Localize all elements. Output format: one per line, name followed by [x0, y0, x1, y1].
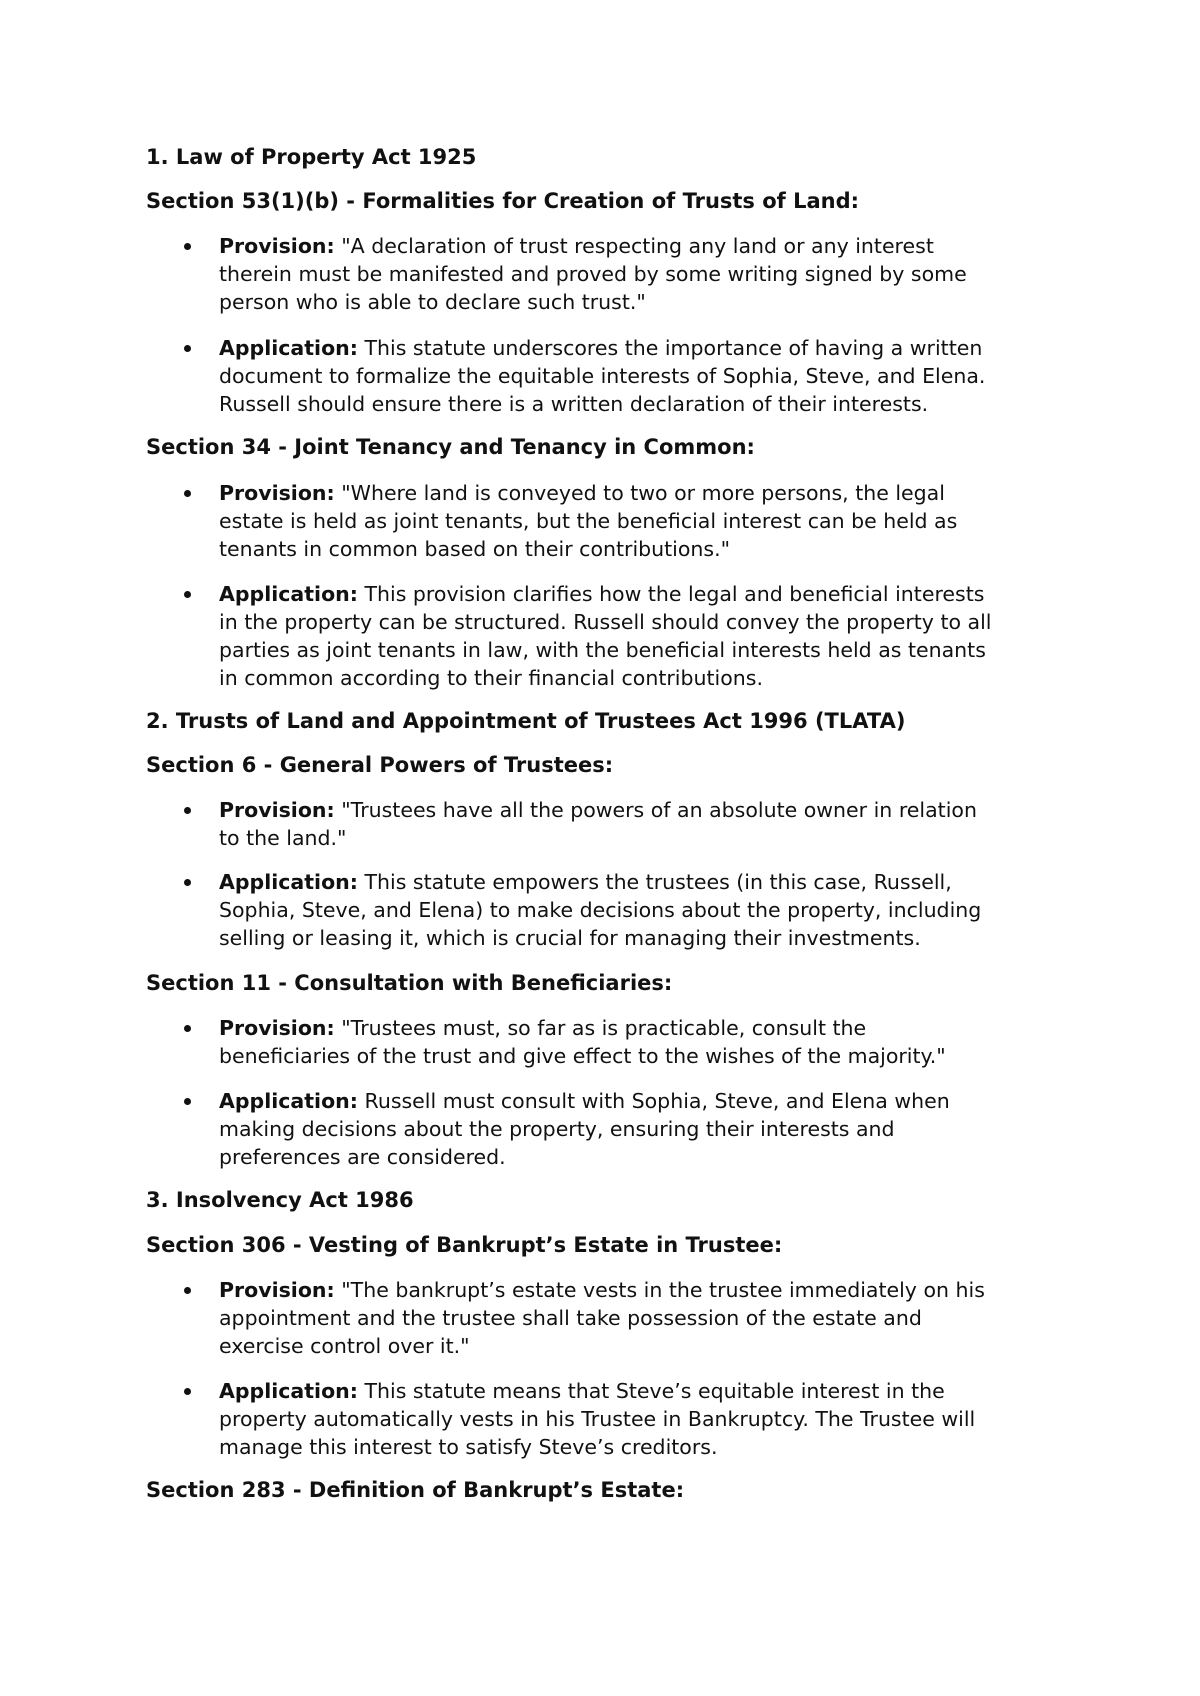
section-heading: Section 11 - Consultation with Beneficiaries:	[146, 971, 673, 995]
application-text: manage this interest to satisfy Steve’s creditors.	[219, 1435, 718, 1459]
application-label: Application:	[219, 1379, 358, 1403]
provision-text: estate is held as joint tenants, but the beneficial interest can be held as	[219, 509, 958, 533]
provision-text: beneficiaries of the trust and give effect to the wishes of the majority."	[219, 1044, 946, 1068]
application-text: in the property can be structured. Russell should convey the property to all	[219, 610, 992, 634]
act-heading: 1. Law of Property Act 1925	[146, 145, 477, 169]
bullet-icon	[184, 591, 191, 598]
section-heading: Section 306 - Vesting of Bankrupt’s Estate in Trustee:	[146, 1233, 783, 1257]
section-heading: Section 53(1)(b) - Formalities for Creation of Trusts of Land:	[146, 189, 860, 213]
bullet-icon	[184, 345, 191, 352]
application-text: This statute means that Steve’s equitable interest in the	[364, 1379, 945, 1403]
provision-label: Provision:	[219, 1278, 335, 1302]
bullet-icon	[184, 1098, 191, 1105]
application-label: Application:	[219, 870, 358, 894]
application-text: selling or leasing it, which is crucial for managing their investments.	[219, 926, 921, 950]
section-heading: Section 283 - Definition of Bankrupt’s Estate:	[146, 1478, 685, 1502]
bullet-icon	[184, 1287, 191, 1294]
bullet-icon	[184, 490, 191, 497]
application-text: Russell must consult with Sophia, Steve, and Elena when	[364, 1089, 950, 1113]
provision-text: to the land."	[219, 826, 347, 850]
application-text: preferences are considered.	[219, 1145, 506, 1169]
provision-text: exercise control over it."	[219, 1334, 470, 1358]
application-text: property automatically vests in his Trustee in Bankruptcy. The Trustee will	[219, 1407, 976, 1431]
application-label: Application:	[219, 1089, 358, 1113]
application-text: document to formalize the equitable interests of Sophia, Steve, and Elena.	[219, 364, 986, 388]
bullet-icon	[184, 1025, 191, 1032]
bullet-icon	[184, 243, 191, 250]
provision-label: Provision:	[219, 481, 335, 505]
section-heading: Section 6 - General Powers of Trustees:	[146, 753, 614, 777]
provision-text: therein must be manifested and proved by some writing signed by some	[219, 262, 967, 286]
provision-text: "A declaration of trust respecting any land or any interest	[341, 234, 934, 258]
provision-text: "Trustees must, so far as is practicable, consult the	[341, 1016, 867, 1040]
application-text: This provision clarifies how the legal and beneficial interests	[364, 582, 985, 606]
provision-text: appointment and the trustee shall take possession of the estate and	[219, 1306, 922, 1330]
provision-text: "Trustees have all the powers of an absolute owner in relation	[341, 798, 977, 822]
act-heading: 2. Trusts of Land and Appointment of Trustees Act 1996 (TLATA)	[146, 709, 906, 733]
application-text: This statute underscores the importance of having a written	[364, 336, 983, 360]
application-text: making decisions about the property, ensuring their interests and	[219, 1117, 895, 1141]
bullet-icon	[184, 807, 191, 814]
bullet-icon	[184, 879, 191, 886]
application-text: parties as joint tenants in law, with the beneficial interests held as tenants	[219, 638, 986, 662]
section-heading: Section 34 - Joint Tenancy and Tenancy in Common:	[146, 435, 755, 459]
application-text: Sophia, Steve, and Elena) to make decisions about the property, including	[219, 898, 982, 922]
provision-text: "The bankrupt’s estate vests in the trustee immediately on his	[341, 1278, 985, 1302]
application-text: in common according to their financial contributions.	[219, 666, 763, 690]
application-label: Application:	[219, 582, 358, 606]
application-label: Application:	[219, 336, 358, 360]
provision-text: tenants in common based on their contributions."	[219, 537, 731, 561]
provision-label: Provision:	[219, 234, 335, 258]
act-heading: 3. Insolvency Act 1986	[146, 1188, 414, 1212]
provision-label: Provision:	[219, 1016, 335, 1040]
application-text: Russell should ensure there is a written declaration of their interests.	[219, 392, 929, 416]
provision-label: Provision:	[219, 798, 335, 822]
application-text: This statute empowers the trustees (in this case, Russell,	[364, 870, 952, 894]
provision-text: person who is able to declare such trust."	[219, 290, 646, 314]
provision-text: "Where land is conveyed to two or more persons, the legal	[341, 481, 945, 505]
bullet-icon	[184, 1388, 191, 1395]
